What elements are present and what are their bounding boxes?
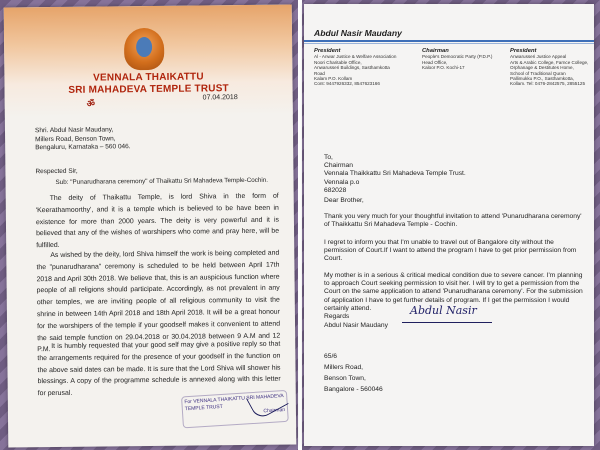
maudany-reply-letter bbox=[304, 4, 594, 446]
reply-paragraph-2: I regret to inform you that I'm unable to travel out of Bangalore city without the permission of Court.If I want to attend the program I have to get prior permission from Court. bbox=[324, 239, 577, 263]
letterhead-name: Abdul Nasir Maudany bbox=[314, 28, 402, 38]
letter-date: 07.04.2018 bbox=[202, 94, 238, 102]
trust-seal-stamp: For VENNALA THAIKATTU SRI MAHADEVA TEMPLE TRUST Chairman bbox=[181, 390, 289, 429]
letterhead-rule-thin bbox=[304, 43, 594, 44]
letterhead-column-2: Chairman People's Democratic Party (P.D.P.) Head Office, Kaloor P.O. Kochi-17 bbox=[422, 48, 493, 71]
paragraph-3: It is humbly requested that your good self may give a positive reply so that the arrangements required for the presence of your goodself in the function on the above said dates can be made. It is sure that the Lord Shiva will shower his blessings. A copy of the programme schedule is annexed along with this letter for perusal. bbox=[37, 340, 281, 398]
temple-trust-letter bbox=[4, 5, 297, 448]
sender-signature bbox=[402, 306, 492, 323]
to-address: To, Chairman Vennala Thaikkattu Sri Mahadeva Temple Trust. Vennala p.o 682028 bbox=[324, 154, 466, 194]
paragraph-1: The deity of Thaikattu Temple, is lord Shiva in the form of 'Keerathamoorthy', and it is a temple which is believed to be have been in existence for more than 2000 years. The deity is very powerful and it is believed that any of the wishes of worshipers who come and pray here, will be fulfilled. bbox=[35, 192, 280, 250]
paragraph-2: As wished by the deity, lord Shiva himself the work is being completed and the "punarudharana" ceremony is scheduled to be held between April 17th 2018 and April 30th 2018. We believe that, this is an auspicious function where people of all religions should participate. Accordingly, as not prevalent in any other temples, we are inviting people of all religious community to visit the shrine in between 14th April 2018 and 18th April 2018. It will be a great honour for the worshipers of the temple if your goodself makes it convenient to attend the said temple function on 29.04.2018 or 30.04.2018 between 9 A.M and 12 P.M. bbox=[36, 249, 281, 354]
salutation: Respected Sir, bbox=[35, 167, 78, 176]
sender-address: 65/6 Millers Road, Benson Town, Bangalore - 560046 bbox=[324, 353, 383, 393]
reply-paragraph-3: My mother is in a serious & critical medical condition due to severe cancer. I'm planning to approach Court seeking permission to visit her. I will try to get a permission from the Court on the same application to attend 'Punarudharana ceremony'. For the submission of application I have to get further details of program. If I get the permission I would certainly attend. bbox=[324, 272, 583, 312]
image-divider bbox=[298, 0, 302, 450]
greeting: Dear Brother, bbox=[324, 197, 364, 204]
trust-name-line2: SRI MAHADEVA TEMPLE TRUST bbox=[68, 83, 229, 96]
letterhead-column-3: President Anwarusseri Justice Appeal Arts & Arabic College, Farnce College, Orphanage & Destitutes Home, School of Traditional Quran Pallimukku P.O., Sasthamkotta, Kollam. Tel: 0476-2842575, 2855125 bbox=[510, 48, 589, 87]
closing: Regards Abdul Nasir Maudany bbox=[324, 313, 388, 330]
reply-paragraph-1: Thank you very much for your thoughtful invitation to attend 'Punarudharana ceremony' of Thaikkattu Sri Mahadeva Temple - Cochin. bbox=[324, 213, 582, 229]
shiva-logo-icon bbox=[124, 28, 164, 70]
recipient-address: Shri. Abdul Nasir Maudany, Millers Road, Benson Town, Bengaluru, Karnataka – 560 046. bbox=[34, 126, 131, 152]
subject-line: Sub: "Punarudharana ceremony" of Thaikattu Sri Mahadeva Temple-Cochin. bbox=[55, 176, 269, 186]
om-icon: ॐ bbox=[86, 98, 95, 109]
trust-name-line1: VENNALA THAIKATTU bbox=[93, 71, 204, 84]
letterhead-column-1: President Al - Anwar Justice & Welfare Association Noori Charitable Office, Anwarusseri Buildings, Sasthamkotta Road Kalam P.O. Kollam Cont: 9447926332, 8547623166 bbox=[314, 48, 397, 87]
letterhead-rule bbox=[304, 40, 594, 42]
signature-scrawl: Abdul Nasir bbox=[410, 304, 477, 317]
